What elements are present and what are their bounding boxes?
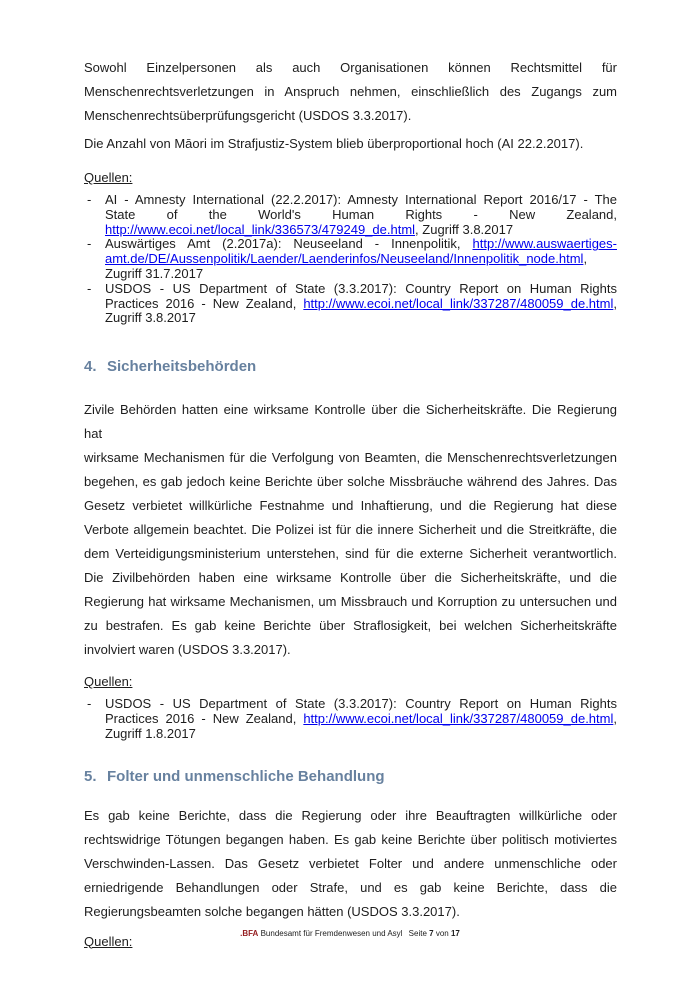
sources-list-1 — [84, 193, 617, 326]
source-citation: USDOS - US Department of State (3.3.2017): Country Report on Human Rights Practices 2016 - New Zealand, — [105, 696, 617, 726]
text-line: Es gab keine Berichte, dass die Regierung oder ihre Beauftragten willkürliche oder — [84, 807, 617, 823]
source-access-date: , Zugriff 3.8.2017 — [415, 221, 514, 237]
sources-label-text: Quellen: — [84, 933, 133, 949]
source-access-date: , Zugriff 3.8.2017 — [105, 295, 617, 326]
text-line: Sowohl Einzelpersonen als auch Organisationen können Rechtsmittel für — [84, 60, 617, 75]
sources-label-1 — [84, 170, 617, 186]
section-5-title: Folter und unmenschliche Behandlung — [107, 767, 385, 785]
source-item — [84, 697, 617, 741]
text-line: erniedrigende Behandlungen oder Strafe, und es gab keine Berichte, dass die — [84, 879, 617, 895]
document-content — [84, 56, 617, 957]
source-citation: Auswärtiges Amt (2.2017a): Neuseeland - Innenpolitik, — [105, 236, 473, 252]
bullet-dash: - — [87, 236, 92, 252]
source-text — [105, 237, 617, 281]
source-citation: AI - Amnesty International (22.2.2017): Amnesty International Report 2016/17 - The State of the World's Human Rights - New Zealand, — [105, 192, 617, 222]
source-link[interactable]: http://www.auswaertiges-amt.de/DE/Aussenpolitik/Laender/Laenderinfos/Neuseeland/Innenpolitik_node.html — [105, 236, 617, 267]
text-line: rechtswidrige Tötungen begangen haben. Es gab keine Berichte über politisch motiviertes — [84, 831, 617, 847]
source-text — [105, 697, 617, 741]
text-line: Die Anzahl von Māori im Strafjustiz-System blieb überproportional hoch (AI 22.2.2017). — [84, 136, 584, 151]
source-item — [84, 282, 617, 326]
intro-paragraph-1 — [84, 56, 617, 128]
source-text — [105, 193, 617, 237]
source-text — [105, 282, 617, 326]
section-5-paragraph — [84, 804, 617, 924]
sources-label-text: Quellen: — [84, 170, 133, 185]
source-access-date: , Zugriff 31.7.2017 — [105, 251, 588, 281]
text-line: Menschenrechtsüberprüfungsgericht (USDOS 3.3.2017). — [84, 108, 412, 123]
text-line: begehen, es gab jedoch keine Berichte über solche Missbräuche während des Jahres. Das — [84, 474, 617, 490]
text-line: Regierung hat wirksame Mechanismen, um Missbrauch und Korruption zu untersuchen und — [84, 594, 617, 610]
text-line: zu bestrafen. Es gab keine Berichte über Straflosigkeit, bei welchen Sicherheitskräfte — [84, 618, 617, 634]
text-line: Regierungsbeamten solche begangen hätten (USDOS 3.3.2017). — [84, 903, 460, 919]
text-line: Gesetz verbietet willkürliche Festnahme und Inhaftierung, und die Regierung hat diese — [84, 498, 617, 514]
sources-label-2 — [84, 674, 617, 690]
source-link[interactable]: http://www.ecoi.net/local_link/337287/480059_de.html — [303, 295, 614, 311]
footer-of-label: von — [435, 929, 449, 938]
section-5-heading — [84, 768, 617, 786]
source-link[interactable]: http://www.ecoi.net/local_link/336573/479249_de.html — [105, 221, 416, 237]
text-line: dem Verteidigungsministerium unterstehen, sind für die externe Sicherheit verantwortlich. — [84, 546, 617, 562]
sources-label-text: Quellen: — [84, 674, 133, 690]
bullet-dash: - — [87, 192, 92, 207]
text-line: Verbote allgemein beachtet. Die Polizei ist für die innere Sicherheit und die Streitkräfte, die — [84, 522, 617, 538]
page-footer — [0, 929, 700, 939]
source-access-date: , Zugriff 1.8.2017 — [105, 710, 617, 741]
bfa-logo: .BFA — [240, 929, 259, 938]
footer-page-total: 17 — [450, 929, 460, 938]
text-line: wirksame Mechanismen für die Verfolgung von Beamten, die Menschenrechtsverletzungen — [84, 450, 617, 466]
section-4-number: 4. — [84, 358, 97, 376]
footer-page-number: 7 — [429, 929, 434, 938]
sources-list-2 — [84, 697, 617, 741]
section-4-heading — [84, 358, 617, 376]
source-item — [84, 193, 617, 237]
source-link[interactable]: http://www.ecoi.net/local_link/337287/480059_de.html — [303, 710, 614, 726]
bullet-dash: - — [87, 696, 92, 712]
section-4-paragraph — [84, 398, 617, 662]
text-line: Verschwinden-Lassen. Das Gesetz verbietet Folter und andere unmenschliche oder — [84, 855, 617, 871]
section-5-number: 5. — [84, 767, 97, 785]
text-line: involviert waren (USDOS 3.3.2017). — [84, 642, 291, 658]
footer-org-name: Bundesamt für Fremdenwesen und Asyl — [260, 929, 403, 938]
intro-paragraph-2 — [84, 132, 617, 156]
section-4-title: Sicherheitsbehörden — [107, 358, 257, 376]
source-item — [84, 237, 617, 281]
footer-page-label: Seite — [408, 929, 427, 938]
source-citation: USDOS - US Department of State (3.3.2017): Country Report on Human Rights Practices 2016 - New Zealand, — [105, 280, 617, 311]
text-line: Menschenrechtsverletzungen in Anspruch nehmen, einschließlich des Zugangs zum — [84, 84, 617, 99]
text-line: Zivile Behörden hatten eine wirksame Kontrolle über die Sicherheitskräfte. Die Regierung hat — [84, 402, 617, 442]
text-line: Die Zivilbehörden haben eine wirksame Kontrolle über die Sicherheitskräfte, und die — [84, 570, 617, 586]
bullet-dash: - — [87, 280, 92, 296]
